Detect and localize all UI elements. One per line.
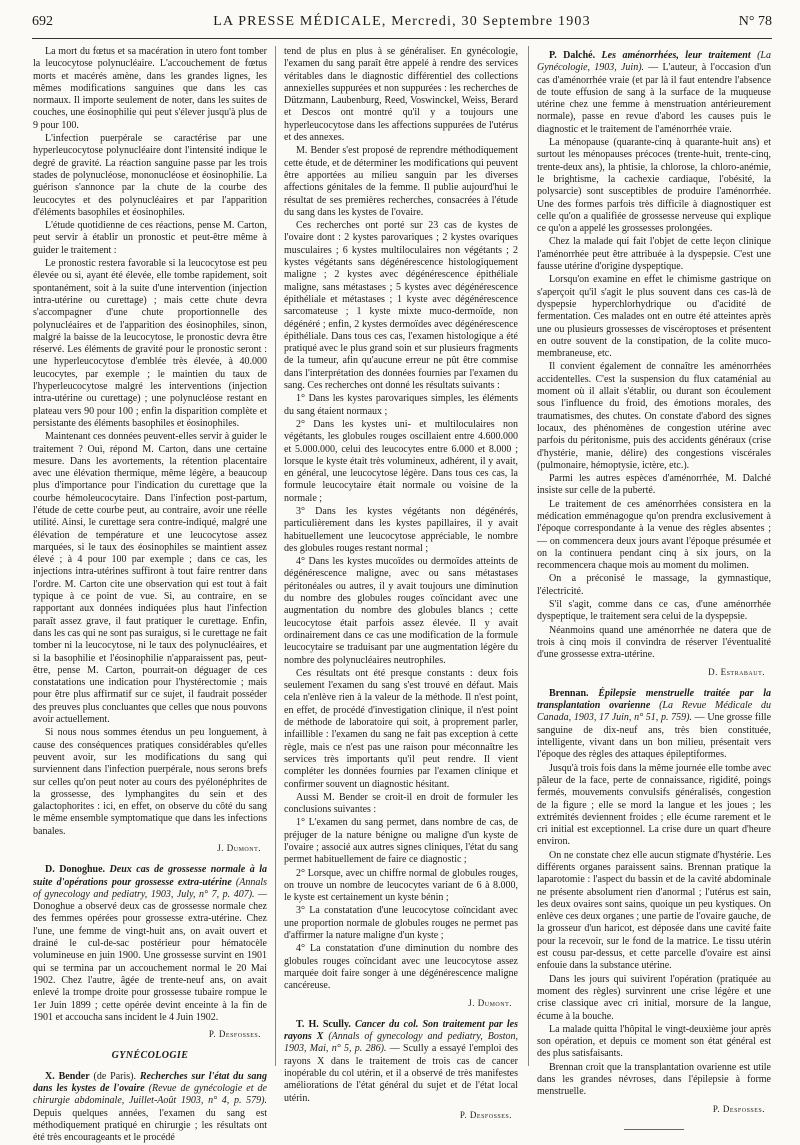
- paragraph: Dans les jours qui suivirent l'opération (pratiquée au moment des règles) survinrent une crise légère et une crise classique avec cri initial, morsure de la langue, écume à la bouche.: [537, 973, 771, 1022]
- paragraph: Si nous nous sommes étendus un peu longuement, à cause des conséquences pratiques considérables qu'elles peuvent avoir, sur les modifications du sang qui surviennent dans l'infection puerpérale, nous serons brefs sur celles qu'on peut noter au cours des pyélonéphrites de la grossesse, des lymphangites du sein et des galactophorites : ici, en effet, on observe du côté du sang le même ensemble symptomatique que dans les infections banales.: [33, 727, 267, 837]
- header-rule: [32, 38, 772, 39]
- column-rule: [275, 46, 276, 1066]
- article-title: Cancer du col. Son traitement par les rayons X: [284, 1018, 519, 1043]
- signature: P. Desfosses.: [459, 1109, 512, 1120]
- list-item: 4° La constatation d'une diminution du nombre des globules rouges coïncidant avec une leucocytose assez marquée doit faire songer à une dégénérescence maligne cancéreuse.: [284, 943, 518, 992]
- paragraph: Chez la malade qui fait l'objet de cette leçon clinique l'aménorrhée peut être attribuée à la dyspepsie. C'est une fausse utérine d'origine dyspeptique.: [537, 236, 771, 273]
- article-source: (Annals of gynecology and pediatry, Boston, 1903, Mai, n° 5, p. 286).: [284, 1031, 518, 1055]
- paragraph: Ces recherches ont porté sur 23 cas de kystes de l'ovaire dont : 2 kystes parovariques ; 2 kystes ovariques musculaires ; 6 kystes multiloculaires non végétants ; 2 kystes végétants sans dégénérescence histologiquement maligne ; 2 kystes avec dégénérescence épithéliale maligne, sans métastases ; 5 kystes avec dégénérescence épithéliale et métastases ; 1 kyste avec dégénérescence sarcomateuse ; 1 kyste mixte muco-dermoïde, non dégénéré ; enfin, 2 kystes dermoïdes avec dégénérescence épithéliale. Dans tous ces cas, l'examen histologique a été pratiqué avec le plus grand soin et sur plusieurs fragments de la tumeur, afin qu'aucune erreur ne pût être commise dans l'interprétation des données fournies par l'examen du sang. Ces recherches ont donné les résultats suivants :: [284, 220, 518, 392]
- column-middle: [284, 46, 519, 1120]
- paragraph: Il convient également de connaître les aménorrhées accidentelles. C'est la suspension du flux cataménial au moment où il allait s'établir, ou durant son écoulement sous l'influence du froid, des émotions morales, des traumatismes, des chutes. On constate d'abord des signes locaux, des phénomènes de congestion utérine avec parfois du péritonisme, puis des accidents généraux (crise d'hystérie, manie, délire) des congestions viscérales (pulmonaire, hémoptysie, ictère, etc.).: [537, 361, 771, 471]
- paragraph: La ménopause (quarante-cinq à quarante-huit ans) et surtout les ménopauses précoces (trente-huit, trente-cinq, trente-deux ans), la phtisie, la chlorose, la chloro-anémie, le brightisme, la cachexie cardiaque, l'obésité, la polysarcie) sont susceptibles de produire l'aménorrhée. Une des formes parfois très difficile à diagnostiquer est celle qu'on a qualifiée de grossesse nerveuse qui explique ce qu'on a appelé les grossesses prolongées.: [537, 137, 771, 235]
- paragraph: On ne constate chez elle aucun stigmate d'hystérie. Les différents organes paraissent sains. Brennan pratique la laparotomie : l'aspect du bassin et de la cavité abdominale ne présente absolument rien d'anormal ; l'utérus est sain, les deux ovaires sont sains, quoique un peu kystiques. On enlève ces deux organes ; une partie de l'ovaire gauche, de la grosseur d'un haricot, est déposée dans une cavité faite pour la recevoir, sur le fond de la matrice. Le tissu utérin est cousu par-dessus, et cette parcelle d'ovaire est ainsi enfouie dans la substance utérine.: [537, 849, 771, 972]
- paragraph: On a préconisé le massage, la gymnastique, l'électricité.: [537, 573, 771, 597]
- column-left: [33, 46, 268, 1144]
- article-source: (La Gynécologie, 1903, Juin).: [537, 50, 771, 74]
- list-item: 4° Dans les kystes mucoïdes ou dermoïdes atteints de dégénérescence maligne, avec ou sans métastases péritonéales ou autres, il y avait toujours une diminution du nombre des globules rouges coïncidant avec une augmentation du nombre des globules blancs ; cette leucocytose était parfois assez élevée. Il y avait ordinairement dans ce cas une modification de la formule leucocytaire se traduisant par une augmentation légère du nombre des polynucléaires neutrophiles.: [284, 556, 518, 666]
- paragraph: Aussi M. Bender se croit-il en droit de formuler les conclusions suivantes :: [284, 791, 518, 816]
- signature: J. Dumont.: [217, 843, 261, 853]
- article-authors: X. Bender: [45, 1070, 90, 1082]
- list-item: 3° Dans les kystes végétants non dégénérés, particulièrement dans les kystes papillaires, il y avait habituellement une leucocytose appréciable, le nombre des globules rouges restant normal ;: [284, 505, 518, 554]
- paragraph: Ces résultats ont été presque constants : deux fois seulement l'examen du sang s'est trouvé en défaut. Mais cela n'enlève rien à la valeur de la méthode. Il n'est point, en effet, de procédé d'investigation clinique, il n'est point de méthode de laboratoire qui soit, à proprement parler, infaillible : l'examen du sang ne fait pas exception à cette règle, mais ce n'est pas une raison pour méconnaître les services très importants qu'il peut rendre. Il vient compléter les données fournies par l'examen clinique et confirmer souvent un diagnostic hésitant.: [284, 667, 518, 790]
- paragraph: Le pronostic restera favorable si la leucocytose est peu élevée ou si, ayant été élevée, elle tombe rapidement, soit spontanément, soit à la suite d'une intervention (injection intra-utérine ou curettage) ; mais cette chute devra s'accompagner d'une chute proportionnelle des polynucléaires et de l'apparition des éosinophiles, sinon, malgré la baisse de la leucocytose, le pronostic devra être réservé. Les éléments de gravité pour le pronostic seront : une hyperleucocytose d'emblée très élevée, à 40.000 leucocytes, par exemple ; le maintien du taux de l'hyperleucocytose malgré les interventions (injection intra-utérine ou curettage) ; une polynucléose restant en plateau vers 90 pour 100 ; enfin la disparition complète et persistante des éléments basophiles et éosinophiles.: [33, 258, 267, 429]
- signature: J. Dumont.: [468, 997, 512, 1008]
- paragraph: Parmi les autres espèces d'aménorrhée, M. Dalché insiste sur celle de la puberté.: [537, 473, 771, 497]
- page-header: [32, 14, 772, 36]
- article-body: Donoghue a observé deux cas de grossesse normale chez des femmes opérées pour grossesse extra-utérine. Chez l'une, une femme de vingt-huit ans, on avait ouvert et drainé le cul-de-sac postérieur pour hématocèle volumineuse en juin 1900. Une grossesse survint en 1901 qui se termina par un accouchement normal le 20 Mai 1902. Chez l'autre, âgée de trente-neuf ans, on avait enlevé la trompe droite pour grossesse tubaire rompue le 1er Juin 1899 ; cette opérée devint enceinte à la fin de 1901 et accoucha sans incident le 4 Juin 1902.: [33, 901, 267, 1023]
- article-source: (La Revue Médicale du Canada, 1903, 17 Juin, n° 51, p. 759).: [537, 700, 772, 724]
- journal-title: LA PRESSE MÉDICALE, Mercredi, 30 Septembre 1903: [213, 14, 591, 29]
- paragraph: Le traitement de ces aménorrhées consistera en la médication emménagogue qu'on prendra exclusivement à l'époque correspondante à la venue des règles absentes ; — on commencera deux jours avant l'époque présumée et on la continuera pendant cinq à six jours, on la recommencera chaque mois au moment du molimen.: [537, 498, 771, 572]
- paragraph: La mort du fœtus et sa macération in utero font tomber la leucocytose polynucléaire. L'accouchement de fœtus morts et macérés amène, dans les grandes lignes, les mêmes modifications sanguines que dans les cas normaux. Il importe seulement de noter, dans les suites de couches, une éosinophilie qui peut s'élever jusqu'à plus de 9 pour 100.: [33, 46, 267, 131]
- article-authors: T. H. Scully.: [296, 1018, 351, 1030]
- list-item: 1° Dans les kystes parovariques simples, les éléments du sang étaient normaux ;: [284, 393, 518, 417]
- list-item: 3° La constatation d'une leucocytose coïncidant avec une proportion normale de globules rouges ne permet pas d'affirmer la nature maligne d'un kyste ;: [284, 905, 518, 942]
- paragraph: Brennan croit que la transplantation ovarienne est utile dans les grandes névroses, dans l'épilepsie à forme menstruelle.: [537, 1061, 771, 1098]
- column-rule: [528, 46, 529, 1066]
- article-authors: Brennan.: [549, 687, 589, 699]
- end-rule: [624, 1129, 684, 1130]
- page-number: 692: [32, 14, 53, 29]
- signature: D. Estrabaut.: [708, 666, 765, 677]
- paragraph: tend de plus en plus à se généraliser. En gynécologie, l'examen du sang paraît être appelé à rendre des services véritables dans le diagnostic différentiel des collections annexielles suppurées et non suppurées : les recherches de Dützmann, Laubenburg, Reed, Voswinckel, Weiss, Berard et Descos ont montré qu'il y a toujours une hyperleucocytose dans les affections suppurées de l'utérus et des annexes.: [284, 46, 518, 144]
- article-body: Depuis quelques années, l'examen du sang est méthodiquement pratiqué en chirurgie ; les résultats ont été très encourageants et le procédé: [33, 1107, 267, 1144]
- article-body: — Une grosse fille sanguine de dix-neuf ans, très bien constituée, intelligente, vivant dans un bon milieu, présentait vers l'époque des règles des attaques épileptiformes.: [537, 712, 772, 761]
- article-title: Épilepsie menstruelle traitée par la transplantation ovarienne: [537, 687, 772, 712]
- article-bender: [33, 1071, 267, 1145]
- paragraph: Néanmoins quand une aménorrhée ne datera que de trois à cinq mois il convindra de réserver l'éventualité d'une grossesse extra-utérine.: [537, 624, 771, 661]
- article-dalche: [537, 50, 771, 136]
- article-brennan: [537, 688, 771, 762]
- paragraph: L'étude quotidienne de ces réactions, pense M. Carton, peut servir à établir un pronostic et peut-être même à guider le traitement :: [33, 220, 267, 256]
- article-donoghue: [33, 864, 267, 1024]
- paragraph: S'il s'agit, comme dans ce cas, d'une aménorrhée dyspeptique, le traitement sera celui de la dyspepsie.: [537, 599, 771, 623]
- section-heading: GYNÉCOLOGIE: [111, 1050, 189, 1062]
- paragraph: L'infection puerpérale se caractérise par une hyperleucocytose polynucléaire dont l'intensité indique le degré de gravité. La réaction sanguine passe par les trois stades de polynucléose, mononucléose et éosinophilie. La guérison s'annonce par la chute de la courbe des leucocytes et des polynucléaires et par l'apparition d'éléments basophiles et éosinophiles.: [33, 133, 267, 218]
- issue-number: N° 78: [738, 14, 772, 29]
- article-scully: [284, 1019, 518, 1105]
- article-body: — L'auteur, à l'occasion d'un cas d'aménorrhée vraie (et par là il faut entendre l'absence de toute effusion de sang à la surface de la muqueuse utérine chez une femme à menstruation antérieurement normale), passe en revue d'abord les causes puis le diagnostic et le traitement de l'aménorrhée vraie.: [537, 62, 771, 135]
- article-source: (Annals of gynecology and pediatry, 1903, July, n° 7, p. 407). —: [33, 876, 268, 900]
- signature: P. Desfosses.: [712, 1103, 765, 1114]
- paragraph: La malade quitta l'hôpital le vingt-deuxième jour après son opération, et depuis ce moment son état général est des plus satisfaisants.: [537, 1023, 771, 1060]
- article-body: — Scully a essayé l'emploi des rayons X dans le traitement de trois cas de cancer inopérable du col utérin, et il a observé de très manifestes améliorations de l'état général du sujet et de l'état local utérin.: [284, 1043, 519, 1104]
- article-title: Les aménorrhées, leur traitement: [601, 50, 751, 61]
- signature: P. Desfosses.: [208, 1029, 261, 1040]
- paragraph: Jusqu'à trois fois dans la même journée elle tombe avec pâleur de la face, perte de connaissance, rigidité, poings fermés, mouvements convulsifs généralisés, congestion de la figure ; elle se mord la langue et les joues ; les extrémités deviennent froides ; elle écume rarement et le cri initial est exceptionnel. La crise dure un quart d'heure environ.: [537, 762, 772, 848]
- list-item: 2° Lorsque, avec un chiffre normal de globules rouges, on trouve un nombre de leucocytes variant de 6 à 8.000, le kyste est certainement un kyste bénin ;: [284, 867, 518, 904]
- article-place: (de Paris).: [93, 1070, 137, 1082]
- list-item: 2° Dans les kystes uni- et multiloculaires non végétants, les globules rouges oscillaient entre 4.600.000 et 5.000.000, celui des leucocytes entre 6.000 et 8.000 ; lorsque le kyste était très volumineux, adhérent, il y avait, en général, une leucocytose légère. Dans tous ces cas, la formule leucocytaire était normale ou voisine de la normale ;: [284, 418, 518, 504]
- paragraph: Maintenant ces données peuvent-elles servir à guider le traitement ? Oui, répond M. Carton, dans une certaine mesure. Dans les avortements, la rétention placentaire avec une élévation thermique, même légère, a beaucoup plus d'importance pour l'indication du curettage que la courbe hémoleucocytaire. Dans l'infection post-partum, l'étude de cette courbe peut, au contraire, avoir une réelle utilité. Ainsi, le curettage sera contre-indiqué, malgré une élévation de température et une leucocytose assez marquées, si le taux des éosinophiles se maintient assez élevé ; à 4 pour 100 par exemple ; dans ce cas, les injections intra-utérines suffiront à tout faire rentrer dans l'ordre. M. Carton cite une observation qui est tout à fait typique à ce point de vue. Si, au contraire, en se rapportant aux données indiquées plus haut l'infection paraît assez grave, il faut pratiquer le curettage. Enfin, dans les cas qui ne sont pas suraigus, si le curettage ne fait tomber ni la leucocytose, ni le taux des polynucléaires, et si la basophilie et l'éosinophilie n'apparaissent pas, peut-être, pense M. Carton, pourrait-on déguager de ces constatations une indication pour l'hystérectomie ; mais pour être plus affirmatif sur ce sujet, il faudrait posséder des preuves plus concluantes que celles que nous pouvons avoir actuellement.: [33, 431, 267, 726]
- article-authors: D. Donoghue.: [45, 864, 106, 876]
- article-source: (Revue de gynécologie et de chirurgie abdominale, Juillet-Août 1903, n° 4, p. 579).: [33, 1083, 267, 1107]
- article-authors: P. Dalché.: [549, 50, 596, 61]
- paragraph: M. Bender s'est proposé de reprendre méthodiquement cette étude, et de déterminer les modifications qui peuvent être apportées au milieu sanguin par les diverses affections génitales de la femme. Il publie aujourd'hui le résultat de ses premières recherches, consacrées à l'étude du sang dans les kystes de l'ovaire.: [284, 145, 518, 218]
- list-item: 1° L'examen du sang permet, dans nombre de cas, de préjuger de la nature bénigne ou maligne d'un kyste de l'ovaire ; associé aux autres signes cliniques, l'état du sang permet habituellement de faire ce diagnostic ;: [284, 817, 518, 866]
- paragraph: Lorsqu'on examine en effet le chimisme gastrique on s'aperçoit qu'il s'agit le plus souvent dans ces cas-là de dyspepsie hyperchlorhydrique ou d'acidité de fermentation. Ces malades ont en outre été atteintes après une ou plusieurs grossesses de viscéroptoses et présentent en outre souvent de la constipation, de la colite muco-membraneuse, etc.: [537, 274, 771, 360]
- column-right: [537, 46, 772, 1114]
- article-title: Deux cas de grossesse normale à la suite d'opérations pour grossesse extra-utérine: [33, 864, 267, 888]
- article-title: Recherches sur l'état du sang dans les kystes de l'ovaire: [33, 1070, 267, 1095]
